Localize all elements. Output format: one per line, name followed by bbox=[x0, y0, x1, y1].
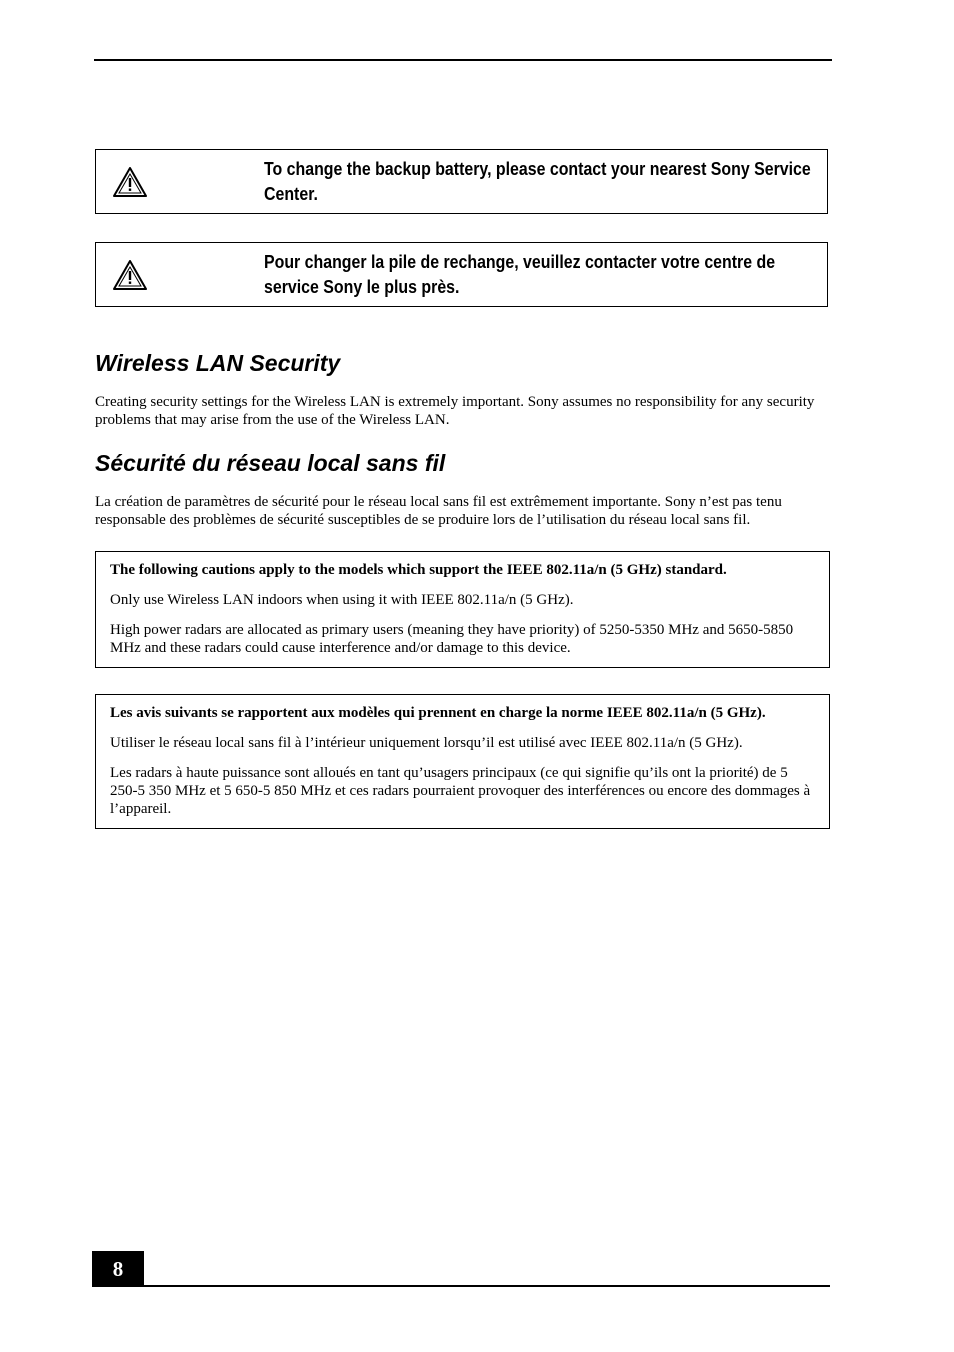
caution-box-fr bbox=[95, 694, 830, 829]
page-number: 8 bbox=[92, 1251, 144, 1287]
header-rule bbox=[94, 59, 832, 61]
caution-line: Utiliser le réseau local sans fil à l’intérieur uniquement lorsqu’il est utilisé avec IEEE 802.11a/n (5 GHz). bbox=[110, 735, 743, 751]
caution-line: Les radars à haute puissance sont alloués en tant qu’usagers principaux (ce qui signifie qu’ils ont la priorité) de 5 250-5 350 MHz et 5 650-5 850 MHz et ces radars pourraient provoquer des interférences ou encore des dommages à l’appareil. bbox=[110, 765, 811, 817]
section-heading-en: Wireless LAN Security bbox=[95, 350, 341, 376]
section-body-fr: La création de paramètres de sécurité pour le réseau local sans fil est extrêmement importante. Sony n’est pas tenu responsable des problèmes de sécurité susceptibles de se produire lors de l’utilisation du réseau local sans fil. bbox=[95, 494, 782, 528]
warning-box-en bbox=[95, 149, 828, 214]
warning-text: Pour changer la pile de rechange, veuillez contacter votre centre de service Sony le plus près. bbox=[264, 251, 776, 297]
warning-triangle-icon bbox=[112, 258, 148, 292]
caution-line: High power radars are allocated as primary users (meaning they have priority) of 5250-5350 MHz and 5650-5850 MHz and these radars could cause interference and/or damage to this device. bbox=[110, 622, 794, 656]
warning-triangle-icon bbox=[112, 165, 148, 199]
section-heading-fr: Sécurité du réseau local sans fil bbox=[95, 450, 446, 476]
footer-rule bbox=[92, 1285, 830, 1287]
caution-lead: Les avis suivants se rapportent aux modèles qui prennent en charge la norme IEEE 802.11a/n (5 GHz). bbox=[110, 705, 766, 721]
warning-box-fr bbox=[95, 242, 828, 307]
warning-text: To change the backup battery, please contact your nearest Sony Service Center. bbox=[264, 158, 811, 204]
caution-line: Only use Wireless LAN indoors when using it with IEEE 802.11a/n (5 GHz). bbox=[110, 592, 574, 608]
section-body-en: Creating security settings for the Wireless LAN is extremely important. Sony assumes no responsibility for any security problems that may arise from the use of the Wireless LAN. bbox=[95, 394, 815, 428]
caution-box-en bbox=[95, 551, 830, 668]
caution-lead: The following cautions apply to the models which support the IEEE 802.11a/n (5 GHz) standard. bbox=[110, 562, 727, 578]
